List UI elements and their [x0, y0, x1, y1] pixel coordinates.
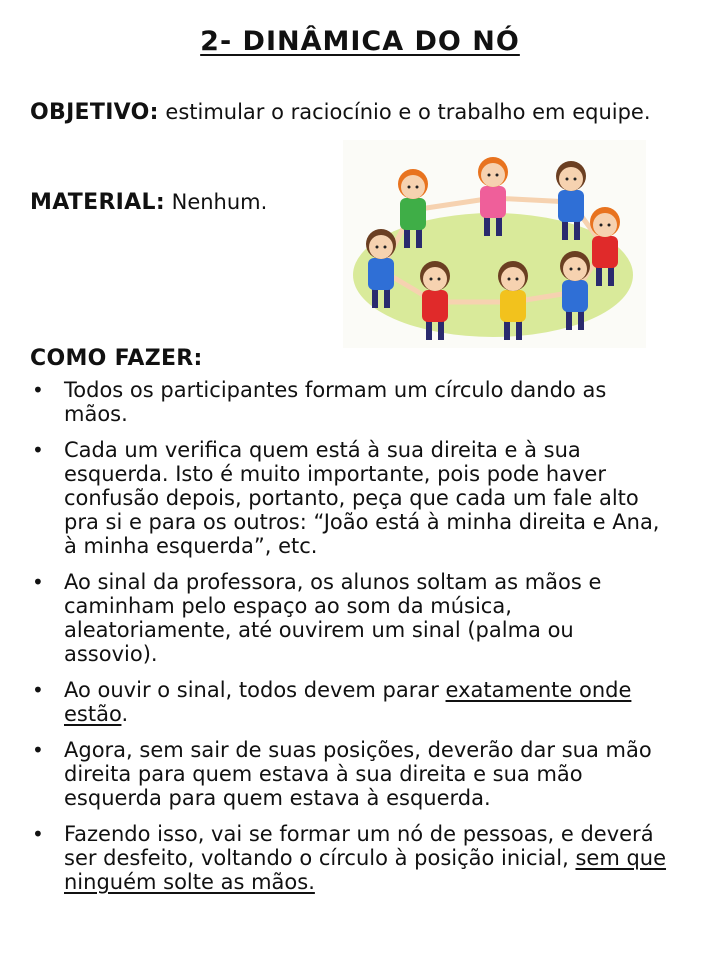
kid-face: [423, 267, 447, 291]
step-text-part: Fazendo isso, vai se formar um nó de pessoas, e deverá ser desfeito, voltando o círculo à posição inicial,: [64, 822, 654, 870]
page-title: [0, 26, 720, 57]
kid-face: [593, 213, 617, 237]
kid-leg: [562, 220, 568, 240]
children-circle-illustration: [343, 140, 646, 348]
kid-body: [400, 198, 426, 230]
how-to-section: [30, 346, 203, 371]
kid-eye: [578, 268, 581, 271]
bullet-icon: •: [32, 378, 44, 402]
kid-eye: [608, 224, 611, 227]
children-circle-icon: [343, 140, 646, 348]
kid-eye: [376, 246, 379, 249]
objective-section: [30, 98, 680, 127]
kid-leg: [438, 320, 444, 340]
step-underlined-text: exatamente onde estão: [64, 678, 632, 726]
step-text-part: .: [121, 702, 129, 726]
kid-leg: [416, 228, 422, 248]
list-item: [30, 378, 670, 426]
kid-eye: [488, 174, 491, 177]
list-item: [30, 570, 670, 666]
kid-leg: [404, 228, 410, 248]
objective-label: OBJETIVO:: [30, 100, 159, 125]
kid-eye: [430, 278, 433, 281]
kid-face: [563, 257, 587, 281]
how-to-label: COMO FAZER:: [30, 346, 203, 371]
kid-eye: [600, 224, 603, 227]
kid-eye: [438, 278, 441, 281]
kid-leg: [516, 320, 522, 340]
kid-eye: [496, 174, 499, 177]
kid-eye: [384, 246, 387, 249]
kid-body: [480, 186, 506, 218]
kid-leg: [504, 320, 510, 340]
step-text: Todos os participantes formam um círculo dando as mãos.: [64, 378, 607, 426]
list-item: [30, 822, 670, 894]
kid-face: [481, 163, 505, 187]
kid-leg: [426, 320, 432, 340]
material-text: Nenhum.: [171, 190, 268, 214]
bullet-icon: •: [32, 570, 44, 594]
step-text-part: Ao ouvir o sinal, todos devem parar: [64, 678, 446, 702]
kid-face: [401, 175, 425, 199]
kid-eye: [516, 278, 519, 281]
kid-leg: [566, 310, 572, 330]
kid-body: [558, 190, 584, 222]
kid-leg: [372, 288, 378, 308]
kid-face: [501, 267, 525, 291]
list-item: [30, 438, 670, 558]
kid-leg: [596, 266, 602, 286]
material-section: [30, 188, 267, 217]
kid-leg: [574, 220, 580, 240]
step-text: Agora, sem sair de suas posições, deverão dar sua mão direita para quem estava à sua direita e sua mão esquerda para quem estava à esquerda.: [64, 738, 652, 810]
step-text: Ao sinal da professora, os alunos soltam as mãos e caminham pelo espaço ao som da música, aleatoriamente, até ouvirem um sinal (palma ou assovio).: [64, 570, 602, 666]
kid-eye: [508, 278, 511, 281]
kid-leg: [578, 310, 584, 330]
step-text: [64, 822, 666, 894]
kid-eye: [570, 268, 573, 271]
kid-body: [422, 290, 448, 322]
kid-leg: [484, 216, 490, 236]
objective-text: estimular o raciocínio e o trabalho em equipe.: [165, 100, 651, 124]
kid-body: [592, 236, 618, 268]
step-text: Cada um verifica quem está à sua direita e à sua esquerda. Isto é muito importante, pois pode haver confusão depois, portanto, peça que cada um fale alto pra si e para os outros: “João está à minha direita e Ana, à minha esquerda”, etc.: [64, 438, 660, 558]
kid-leg: [496, 216, 502, 236]
kid-face: [559, 167, 583, 191]
step-underlined-text: sem que ninguém solte as mãos.: [64, 846, 667, 894]
bullet-icon: •: [32, 822, 44, 846]
kid-leg: [608, 266, 614, 286]
kid-body: [500, 290, 526, 322]
steps-list: [30, 378, 670, 906]
material-label: MATERIAL:: [30, 190, 165, 215]
kid-eye: [574, 178, 577, 181]
step-text: [64, 678, 631, 726]
list-item: [30, 738, 670, 810]
bullet-icon: •: [32, 438, 44, 462]
kid-body: [562, 280, 588, 312]
bullet-icon: •: [32, 678, 44, 702]
kid-eye: [416, 186, 419, 189]
kid-eye: [408, 186, 411, 189]
kid-body: [368, 258, 394, 290]
kid-face: [369, 235, 393, 259]
kid-leg: [384, 288, 390, 308]
kid-eye: [566, 178, 569, 181]
list-item: [30, 678, 670, 726]
page-title-text: 2- DINÂMICA DO NÓ: [200, 26, 520, 57]
bullet-icon: •: [32, 738, 44, 762]
